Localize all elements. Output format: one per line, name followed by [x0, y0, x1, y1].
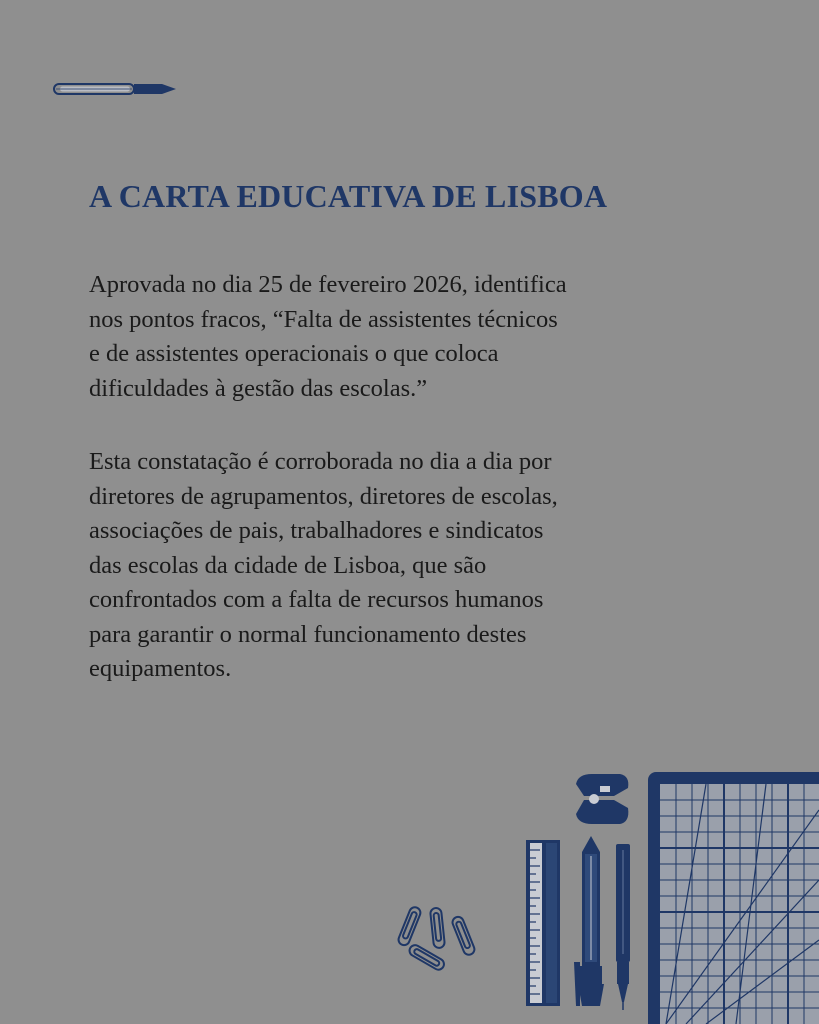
- pen-icon: [52, 80, 180, 98]
- text-line: para garantir o normal funcionamento destes: [89, 620, 527, 648]
- text-line: Esta constatação é corroborada no dia a dia por: [89, 448, 552, 475]
- marker-icon: [574, 834, 608, 1012]
- paperclips-icon: [394, 902, 484, 984]
- paragraph-body: [89, 445, 689, 687]
- staple-remover-icon: [570, 770, 632, 828]
- paragraph-intro: [89, 268, 689, 406]
- text-line: nos pontos fracos, “Falta de assistentes técnicos: [89, 305, 558, 333]
- page-title: A CARTA EDUCATIVA DE LISBOA: [89, 178, 608, 214]
- text-line: associações de pais, trabalhadores e sindicatos: [89, 517, 544, 544]
- cutting-mat-icon: [646, 770, 819, 1024]
- text-line: confrontados com a falta de recursos humanos: [89, 586, 544, 613]
- text-line: das escolas da cidade de Lisboa, que são: [89, 551, 487, 579]
- text-line: dificuldades à gestão das escolas.”: [89, 374, 428, 402]
- text-line: diretores de agrupamentos, diretores de escolas,: [89, 482, 558, 510]
- text-line: e de assistentes operacionais o que coloca: [89, 340, 499, 367]
- ruler-icon: [524, 838, 562, 1008]
- text-line: equipamentos.: [89, 655, 232, 682]
- fineliner-icon: [612, 842, 634, 1012]
- text-line: Aprovada no dia 25 de fevereiro 2026, identifica: [89, 271, 567, 298]
